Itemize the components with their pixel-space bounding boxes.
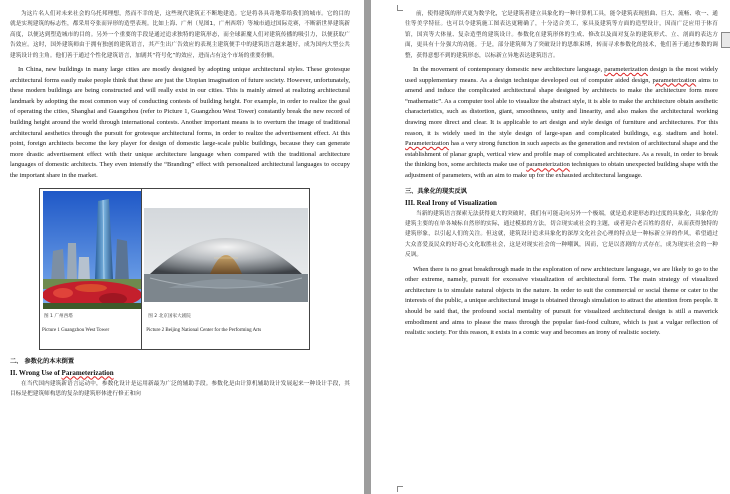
section-2-heading-en: II. Wrong Use of Parameterization — [10, 368, 114, 377]
national-center-performing-arts-photo[interactable] — [144, 208, 308, 302]
en-paragraph: In the movement of contemporary domestic new architecture language, parameterization design is the most widely used supplementary means. As a design technique developed out of computer aided design, parameterization aims to amend and induce the complicated architectural shape designed by architects to make the architecture form more “mathematic”. As a computer tool able to visualize the abstract style, it is able to make the architecture obtain aesthetic characteristics, such as distortion, giant, smoothness, unity and linearity, and also makes the architectural working drawing more direct and clear. It is applicable to art design and style design of furniture and architectures. For this reason, it is widely used in the style design of large-span and complicated buildings, e.g. stadium and hotel. Parameterization has a very strong function in such aspects as the generation and revision of architectural shape and the establishment of planar graph, vertical view and profile map of complicated architecture. As a result, in order to break the thinking box, some architects make use of parameterization techniques to obtain unexpected building shape with the adjustment of parameters, with an aim to make up for the exhausted architectural language. — [405, 66, 718, 179]
en-paragraph: When there is no great breakthrough made in the exploration of new architecture language, we are likely to go to the other extreme, namely, pursuit for excessive visualization of architectural form. The main strategy of visualized architecture is to simulate natural objects in the nature. In order to suit the commercial or social theme or cater to the interests of the public, a unique architectural image is obtained through simulation to attract the attention from people. It should be said that, the profound social mentality of pursuit for visualized architectural design is still a maverick embodiment and aims to please the mass through the popular fast-food culture, which is just a vulgar reflection of realistic society. For this reason, it exists in a comic way and becomes an irony of realistic society. — [405, 265, 718, 337]
figure-2-caption-cn: 图 2 北京国家大剧院 — [148, 313, 191, 319]
spellcheck-flag: Parameterization — [405, 140, 450, 148]
spellcheck-flag: parameterization — [604, 66, 648, 74]
page-corner-mark — [397, 5, 403, 11]
figure-2-cell — [142, 189, 309, 349]
section-3-heading-cn: 三、具象化的现实反讽 — [405, 187, 467, 195]
spellcheck-flag: parameterization — [526, 161, 570, 169]
page-corner-mark — [397, 486, 403, 492]
cn-paragraph: 当新的建筑语言探索无法获得更大的突破时，我们有可能走向另外一个极端，就是追求建形态的过度的具象化，具象化的建筑主要的在单各城标自然形的实际，通过模拟的方法，切合现实或社会的主题，或者迎合老百姓的喜好，从而获得独特的建筑形象，以引起人们的关注。但这就，建筑设计追求具象化的深厚文化社会心理的特点是一种标新立异的作风，希望通过大众喜爱及民众的好奇心文化取胜社会，这是对现实社会的一种嘲讽，因而，它是以喜剧的方式存在，成为现实社会的一种反讽。 — [405, 210, 718, 259]
spellcheck-flag: parameterization — [652, 76, 697, 84]
en-paragraph: In China, new buildings in many large cities are mostly designed by adopting unique architectural styles. These grotesque architectural forms easily make people think that these are just the Utopian imagination of future society. However, unfortunately, these modern buildings are being constructed and will really exist in our cities. This is mainly aimed at realizing architectural landmark by adopting the most common way of conducting contests of building height. For example, in order to realize the goal of operating the cities, Shanghai and Guangzhou (refer to Picture 1, Guangzhou West Tower) constantly break the new record of building height around the world through international contests. Another important means is to overturn the image of traditional architectural aesthetics through the pursuit for grotesque architectural forms, in order to realize the advertisement effect. At this point, foreign architects become the key player for design of domestic large-scale public buildings, because they can generate more drastic advertisement effect with their unique architecture language when compared with the traditional architecture languages of domestic architects. They even intensify the “Branding” effect with personalized architectural languages to occupy the important share in the market. — [10, 66, 350, 179]
page-side-tab[interactable] — [721, 32, 730, 48]
spellcheck-flag: Parameterization — [61, 368, 114, 377]
document-page-right — [371, 0, 730, 494]
figure-1-caption-en: Picture 1 Guangzhou West Tower — [42, 327, 110, 333]
section-3-heading-en: III. Real Irony of Visualization — [405, 198, 497, 207]
figure-2-caption-en: Picture 2 Beijing National Center for the Performing Arts — [146, 327, 262, 333]
page-gutter — [364, 0, 371, 494]
figure-1-cell — [40, 189, 142, 349]
figure-table — [39, 188, 310, 350]
cn-paragraph: 前，使得建筑的形式更为数学化，它是建筑者建立具象化的一种计算机工具，能令建筑表现扭曲、巨大、流畅、收一、通往等美学特征。也可以令建筑施工图表达更精确了，十分适合美工，家具及建筑等方面的造型设计，因而广泛应用于体育馆，国宾等大体量、复杂造型的建筑设计。参数化在建筑形体的生成、修改以及面对复杂的建筑形式、立、剖面的表达方面，更具有十分强大的功能。于是，部分建筑师为了突破设计的思维束缚，转而寻求参数化的技术，他们善于通过参数的调整，获得意想不到的建筑形态，以标新立异地表达建筑语言。 — [405, 11, 718, 59]
guangzhou-west-tower-photo[interactable] — [43, 191, 141, 309]
section-2-heading-cn: 二、 参数化的本末倒置 — [10, 357, 75, 365]
cn-paragraph: 在当代国内建筑新语言运动中，参数化设计是运用新最为广泛的辅助手段。参数化是由计算机辅助设计发展起来一种设计手段，其目标是把建筑师构思的复杂的建筑形体进行修正和向 — [10, 380, 350, 397]
document-page-left — [0, 0, 364, 494]
figure-1-caption-cn: 图 1 广州西塔 — [44, 313, 73, 319]
cn-paragraph: 为这片名人们对未来社会的乌托邦理想，然而不幸的是，这些现代建筑正不断地建造。它是将各具奇地带给我们的城市。它的目的就是实现建筑的标志性，都采用夸张而异形的造型表现。比如上海、广州（见图1，广州西塔）等城市通过国际竞赛，不断新世界建筑新高度，以便达到塑造城市的目的。另外一个重要的手段是通过追求独特的建筑形态，而全球新魔人们对建筑传播的吸引力，以便获取广告效应。这时，国外建筑师由于拥有独创的建筑语言，其产生出广告效应的表现主建筑便手中的建筑语言越来越好，成为国内大型公共建筑设计的主角。他们善于通过个性化建筑语言，加剧其“符号化”的效应，进而占有这个市场的重要份额。 — [10, 11, 350, 59]
